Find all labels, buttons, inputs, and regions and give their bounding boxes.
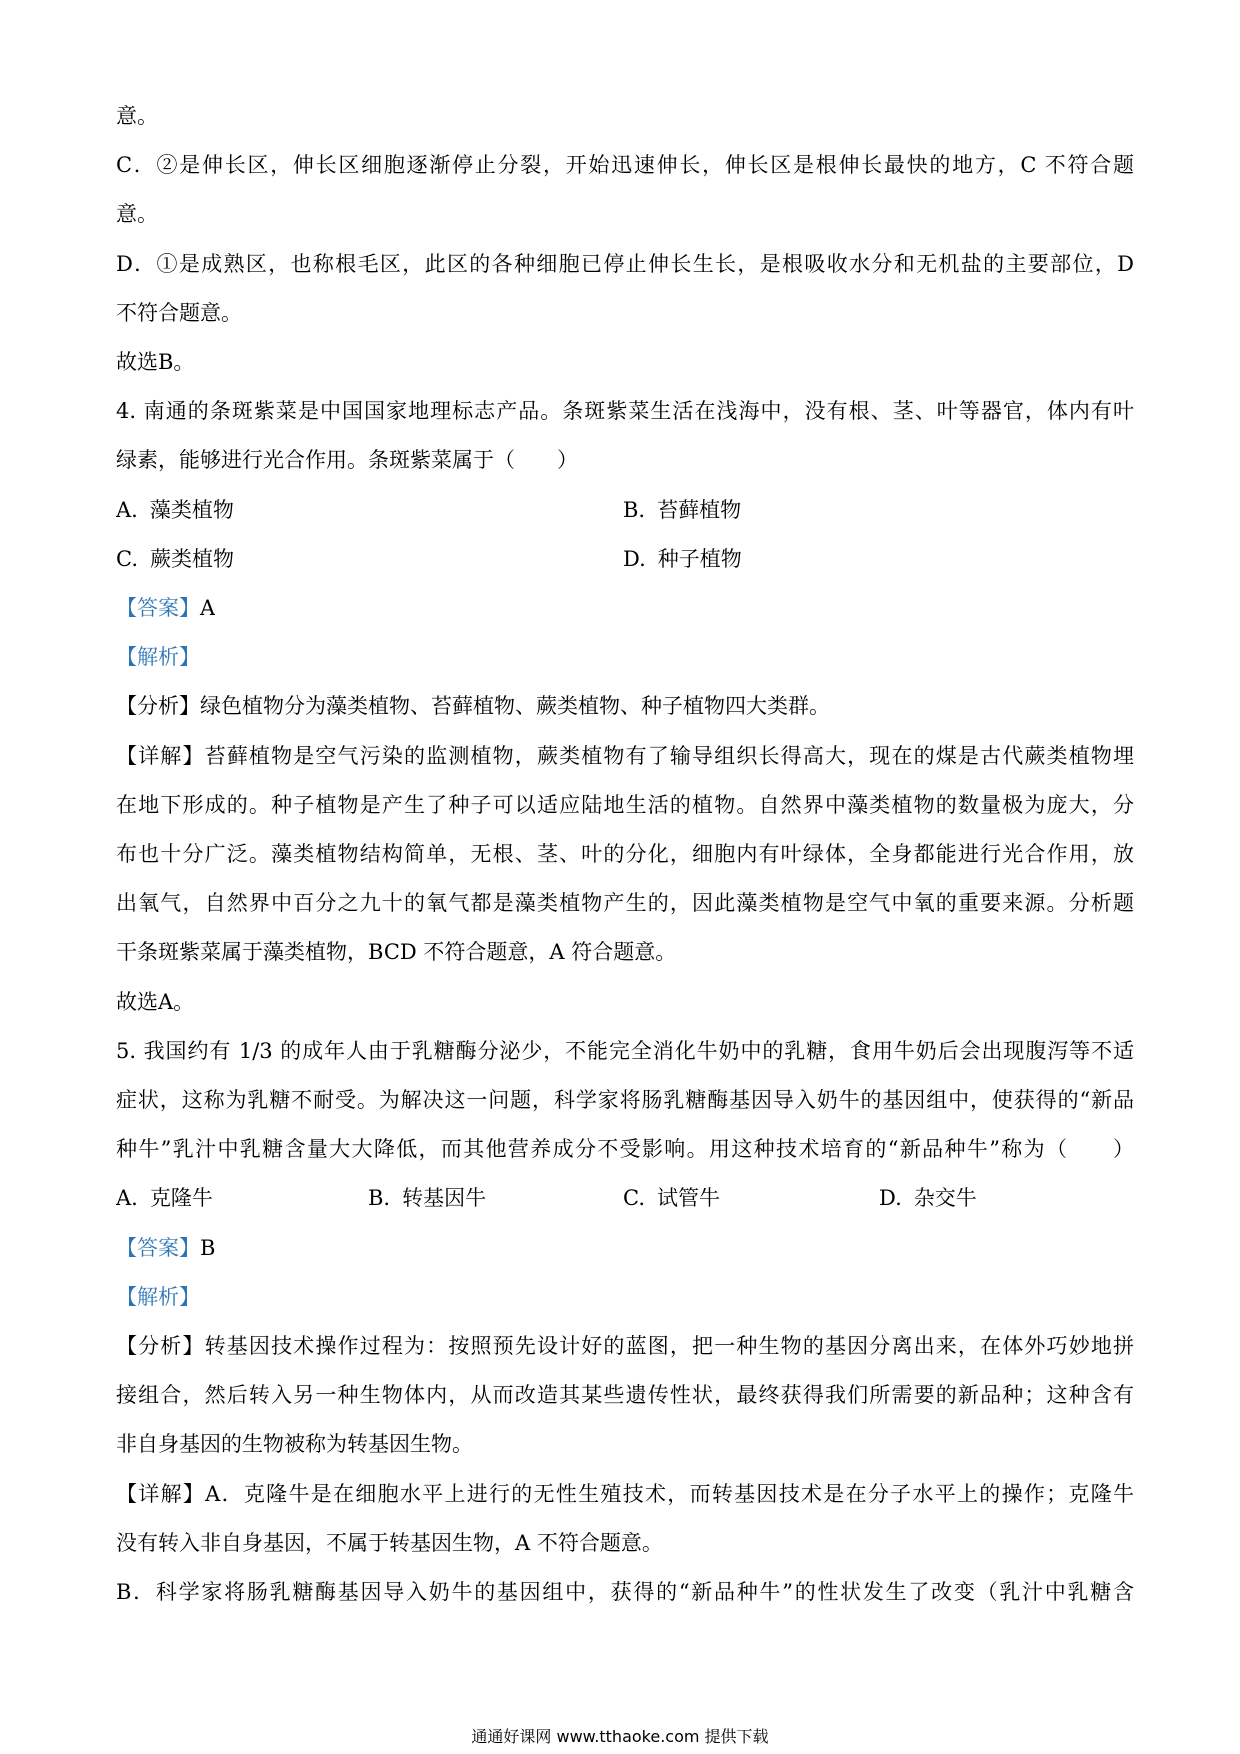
q5-stem-line: 症状，这称为乳糖不耐受。为解决这一问题，科学家将肠乳糖酶基因导入奶牛的基因组中，使获得的“新品 xyxy=(116,1088,1134,1112)
xiangjie-text: 苔藓植物是空气污染的监测植物，蕨类植物有了输导组织长得高大，现在的煤是古代蕨类植物埋 xyxy=(204,744,1134,768)
xiangjie-line: 在地下形成的。种子植物是产生了种子可以适应陆地生活的植物。自然界中藻类植物的数量极为庞大，分 xyxy=(116,793,1134,817)
q5-answer xyxy=(116,1233,215,1263)
fenxi-label: 【分析】 xyxy=(116,694,200,718)
text-line: 意。 xyxy=(116,202,158,226)
answer-value: B xyxy=(200,1236,216,1260)
option-text: 杂交牛 xyxy=(913,1186,977,1210)
option-label: B. xyxy=(623,498,646,522)
xiangjie-line: 布也十分广泛。藻类植物结构简单，无根、茎、叶的分化，细胞内有叶绿体，全身都能进行光合作用，放 xyxy=(116,842,1134,866)
option-label: B. xyxy=(368,1186,391,1210)
xiangjie-text: A．克隆牛是在细胞水平上进行的无性生殖技术，而转基因技术是在分子水平上的操作；克隆牛 xyxy=(205,1482,1134,1506)
q4-stem-line: 绿素，能够进行光合作用。条斑紫菜属于（ ） xyxy=(116,448,578,472)
option-text: 苔藓植物 xyxy=(657,498,742,522)
option-text: 种子植物 xyxy=(657,547,742,571)
option-text: 转基因牛 xyxy=(402,1186,487,1210)
fenxi-line: 非自身基因的生物被称为转基因生物。 xyxy=(116,1432,473,1456)
q5-option-a xyxy=(116,1183,213,1213)
answer-label: 【答案】 xyxy=(116,596,200,620)
q5-stem-line: 5. 我国约有 1/3 的成年人由于乳糖酶分泌少，不能完全消化牛奶中的乳糖，食用牛奶后会出现腹泻等不适 xyxy=(116,1039,1134,1063)
option-label: A. xyxy=(116,1186,138,1210)
answer-label: 【答案】 xyxy=(116,1236,200,1260)
xiangjie-label: 【详解】 xyxy=(116,1482,206,1506)
option-label: D. xyxy=(623,547,646,571)
fenxi-text: 绿色植物分为藻类植物、苔藓植物、蕨类植物、种子植物四大类群。 xyxy=(200,694,830,718)
xiangjie-line: B．科学家将肠乳糖酶基因导入奶牛的基因组中，获得的“新品种牛”的性状发生了改变（乳汁中乳糖含 xyxy=(116,1580,1134,1604)
q4-fenxi xyxy=(116,691,830,721)
option-d-explanation: D．①是成熟区，也称根毛区，此区的各种细胞已停止伸长生长，是根吸收水分和无机盐的主要部位，D xyxy=(116,252,1134,276)
q5-stem-line: 种牛”乳汁中乳糖含量大大降低，而其他营养成分不受影响。用这种技术培育的“新品种牛”称为（ ） xyxy=(116,1137,1134,1161)
q5-option-c xyxy=(623,1183,720,1213)
option-text: 试管牛 xyxy=(657,1186,720,1210)
q5-xiangjie xyxy=(116,1479,1134,1509)
option-text: 蕨类植物 xyxy=(150,547,234,571)
option-label: D. xyxy=(879,1186,902,1210)
answer-value: A xyxy=(200,596,216,620)
q5-analysis-heading xyxy=(116,1282,200,1312)
option-label: A. xyxy=(116,498,138,522)
analysis-label: 【解析】 xyxy=(116,645,200,669)
q4-conclusion: 故选A。 xyxy=(116,990,195,1014)
xiangjie-line: 没有转入非自身基因，不属于转基因生物，A 不符合题意。 xyxy=(116,1531,663,1555)
q4-analysis-heading xyxy=(116,642,200,672)
q4-answer xyxy=(116,593,215,623)
q4-option-d xyxy=(623,544,742,574)
q5-option-d xyxy=(879,1183,977,1213)
xiangjie-label: 【详解】 xyxy=(116,744,205,768)
option-label: C. xyxy=(623,1186,645,1210)
option-text: 克隆牛 xyxy=(149,1186,213,1210)
xiangjie-line: 出氧气，自然界中百分之九十的氧气都是藻类植物产生的，因此藻类植物是空气中氧的重要来源。分析题 xyxy=(116,891,1134,915)
text-line: 不符合题意。 xyxy=(116,301,242,325)
fenxi-label: 【分析】 xyxy=(116,1334,205,1358)
option-text: 藻类植物 xyxy=(149,498,234,522)
analysis-label: 【解析】 xyxy=(116,1285,200,1309)
fenxi-text: 转基因技术操作过程为：按照预先设计好的蓝图，把一种生物的基因分离出来，在体外巧妙地拼 xyxy=(204,1334,1134,1358)
q4-option-b xyxy=(623,495,741,525)
page-footer: 通通好课网 www.tthaoke.com 提供下载 xyxy=(471,1727,769,1746)
option-label: C. xyxy=(116,547,138,571)
q5-option-b xyxy=(368,1183,486,1213)
q4-option-c xyxy=(116,544,234,574)
q4-xiangjie xyxy=(116,741,1134,771)
q4-stem-line: 4. 南通的条斑紫菜是中国国家地理标志产品。条斑紫菜生活在浅海中，没有根、茎、叶等器官，体内有叶 xyxy=(116,399,1134,423)
q4-option-a xyxy=(116,495,234,525)
q5-fenxi xyxy=(116,1331,1134,1361)
text-line: 意。 xyxy=(116,104,158,128)
xiangjie-line: 干条斑紫菜属于藻类植物，BCD 不符合题意，A 符合题意。 xyxy=(116,940,677,964)
fenxi-line: 接组合，然后转入另一种生物体内，从而改造其某些遗传性状，最终获得我们所需要的新品种；这种含有 xyxy=(116,1383,1134,1407)
option-c-explanation: C．②是伸长区，伸长区细胞逐渐停止分裂，开始迅速伸长，伸长区是根伸长最快的地方，C 不符合题 xyxy=(116,153,1134,177)
q3-conclusion: 故选B。 xyxy=(116,350,195,374)
